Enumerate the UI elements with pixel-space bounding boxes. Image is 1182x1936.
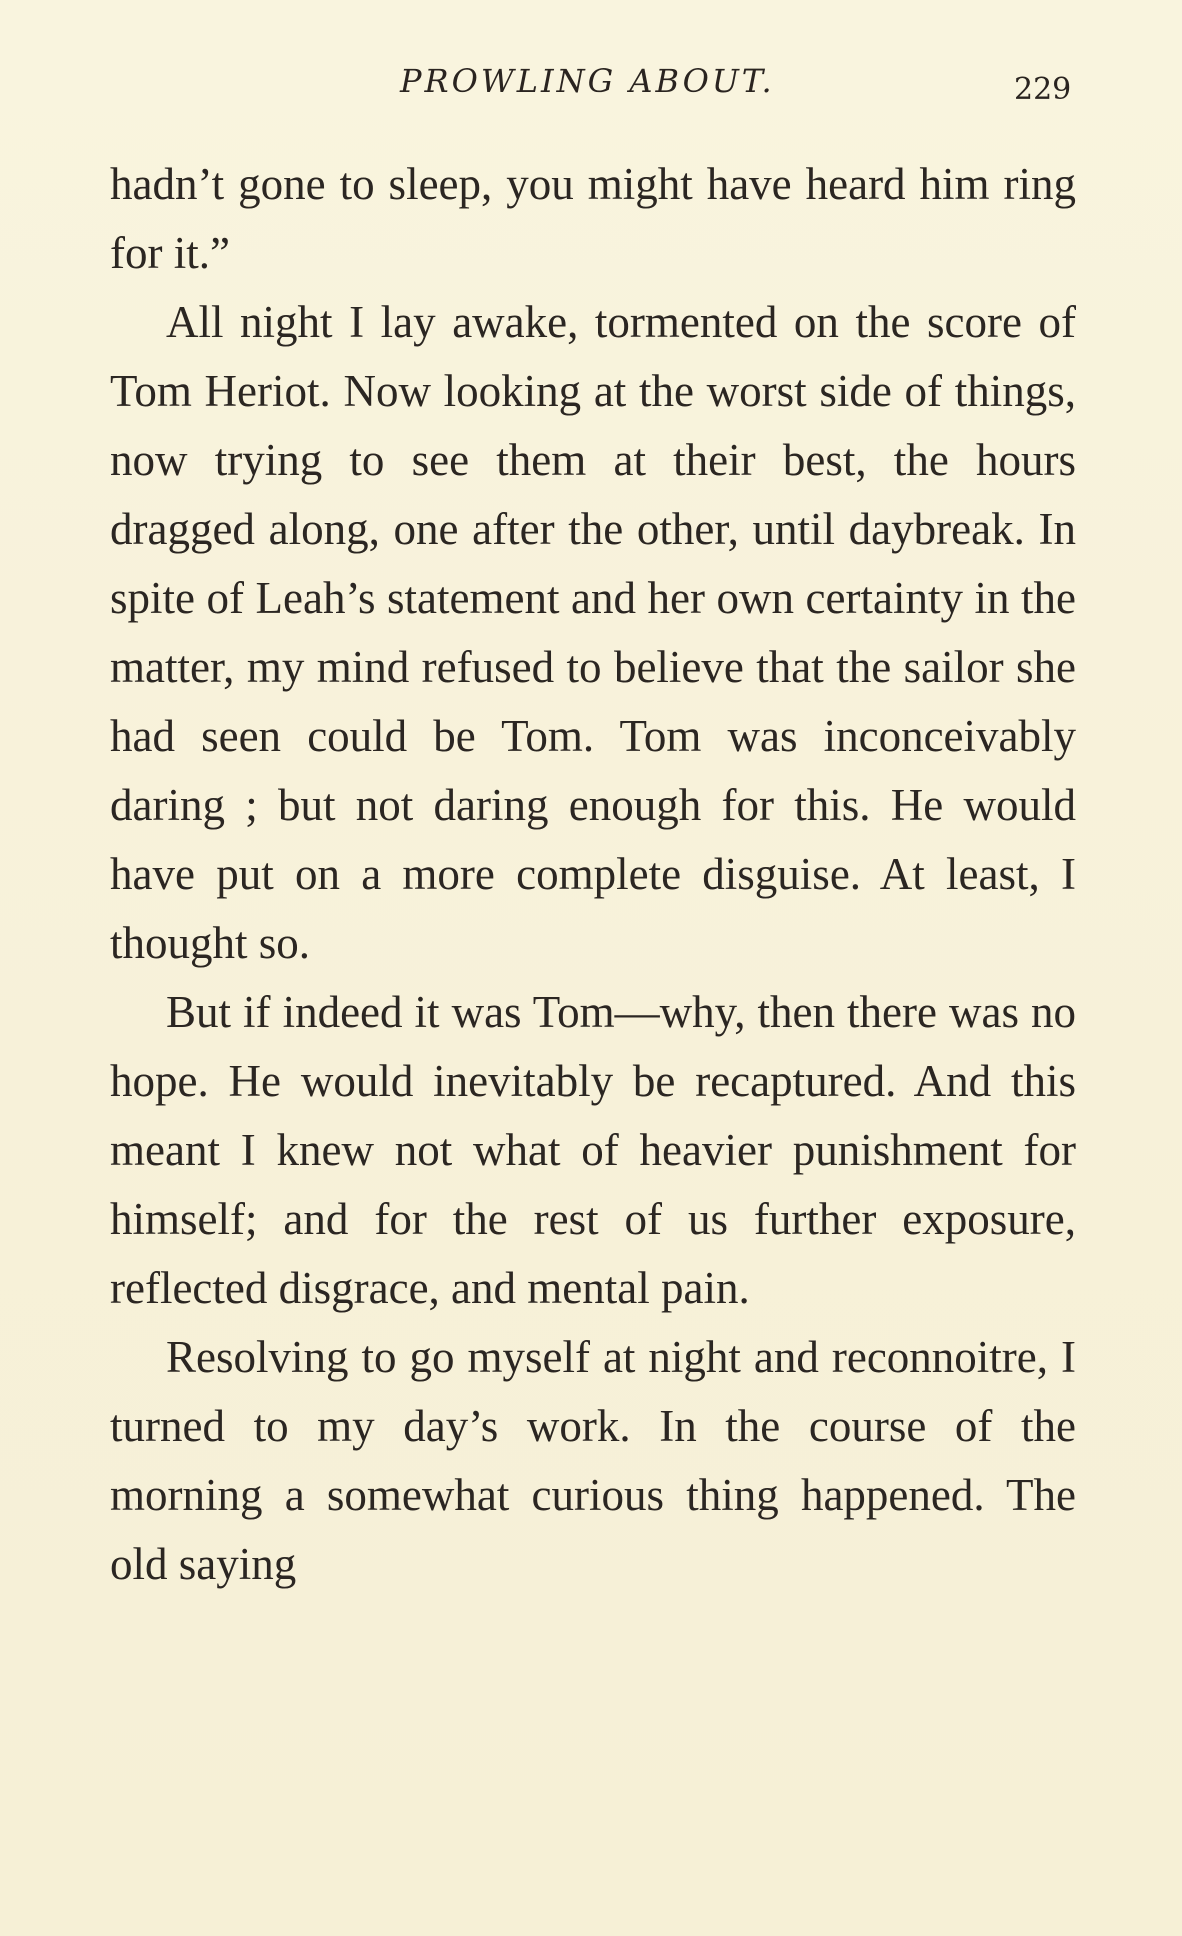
paragraph: But if indeed it was Tom—why, then there was no hope. He would inevitably be recaptured. And this meant I knew not what of heavier punishment for himself; and for the rest of us further exposure, reflected disgrace, and mental pain.	[110, 987, 1076, 1313]
paragraph: All night I lay awake, tormented on the score of Tom Heriot. Now looking at the worst side of things, now trying to see them at their best, the hours dragged along, one after the other, until daybreak. In spite of Leah’s statement and her own certainty in the matter, my mind refused to believe that the sailor she had seen could be Tom. Tom was inconceivably daring ; but not daring enough for this. He would have put on a more complete disguise. At least, I thought so.	[110, 297, 1076, 968]
running-head	[0, 62, 1182, 112]
page-number: 229	[1014, 72, 1072, 107]
body-text	[110, 150, 1076, 1599]
paragraph-continued: hadn’t gone to sleep, you might have heard him ring for it.”	[110, 159, 1076, 278]
running-title: PROWLING ABOUT.	[400, 62, 775, 100]
paragraph: Resolving to go myself at night and reconnoitre, I turned to my day’s work. In the course of the morning a somewhat curious thing happened. The old saying	[110, 1332, 1076, 1589]
